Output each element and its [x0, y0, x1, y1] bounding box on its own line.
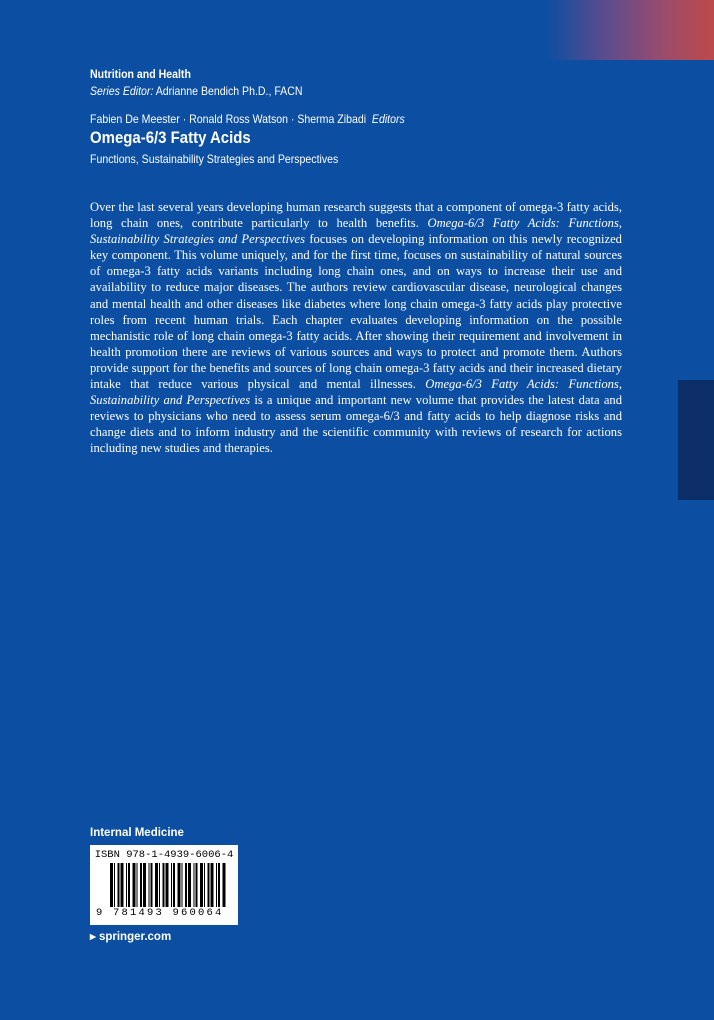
- isbn-text: ISBN 978-1-4939-6006-4: [94, 849, 234, 861]
- barcode-bar: [194, 863, 195, 907]
- description-title-ref: Omega-6/3 Fatty Acids: Functions, Sustainability Strategies and Perspectives: [90, 216, 622, 247]
- barcode-bar: [204, 863, 205, 907]
- book-title: Omega-6/3 Fatty Acids: [90, 128, 251, 147]
- barcode-bar: [110, 863, 113, 907]
- book-subtitle: Functions, Sustainability Strategies and Perspectives: [90, 152, 339, 166]
- website-link[interactable]: ▸ springer.com: [90, 931, 172, 943]
- barcode-bar: [166, 863, 169, 907]
- series-editor-label: Series Editor:: [90, 84, 154, 98]
- barcode-bar: [149, 863, 150, 907]
- barcode-icon: [110, 863, 228, 907]
- barcode-bar: [159, 863, 160, 907]
- barcode-bar: [185, 863, 187, 907]
- barcode-bar: [151, 863, 153, 907]
- barcode-bar: [118, 863, 120, 907]
- barcode-bar: [178, 863, 181, 907]
- barcode-bar: [114, 863, 115, 907]
- series-name: Nutrition and Health: [90, 67, 191, 81]
- barcode-bar: [188, 863, 191, 907]
- description-text: is a unique and important new volume that provides the latest data and reviews to physicians who need to assess serum omega-6/3 and fatty acids to help diagnose risks and change diets and to inform industry and the scientific community with reviews of research for actions including new studies and therapies.: [90, 393, 623, 456]
- barcode-bar: [128, 863, 130, 907]
- barcode-bar: [140, 863, 142, 907]
- barcode-bar: [133, 863, 136, 907]
- book-editors: [90, 112, 405, 126]
- barcode-bar: [182, 863, 183, 907]
- barcode-bar: [163, 863, 165, 907]
- barcode-bar: [137, 863, 138, 907]
- barcode-bar: [196, 863, 198, 907]
- series-info: [90, 66, 302, 100]
- category: Internal Medicine: [90, 827, 184, 839]
- barcode-bar: [218, 863, 220, 907]
- series-editor: Adrianne Bendich Ph.D., FACN: [155, 84, 303, 98]
- isbn-barcode: [90, 845, 238, 925]
- barcode-bar: [208, 863, 210, 907]
- barcode-bar: [211, 863, 214, 907]
- editors-names: Fabien De Meester · Ronald Ross Watson · Sherma Zibadi: [90, 112, 367, 126]
- description-text: focuses on developing information on this newly recognized key component. This volume uniquely, and for the first time, focuses on sustainability of natural sources of omega-3 fatty acids variants including long chain ones, and on ways to increase their use and availability to reduce major diseases. The authors review cardiovascular disease, neurological changes and mental health and other diseases like diabetes where long chain omega-3 fatty acids play protective roles from recent human trials. Each chapter evaluates developing information on the possible mechanistic role of long chain omega-3 fatty acids. After showing their requirement and involvement in health promotion there are reviews of various sources and ways to protect and promote them. Authors provide support for the benefits and sources of long chain omega-3 fatty acids and their increased dietary intake that reduce various physical and mental illnesses.: [90, 232, 622, 392]
- description-text: Over the last several years developing human research suggests that a component of omega-3 fatty acids, long chain ones, contribute particularly to health benefits.: [90, 200, 622, 231]
- barcode-digits: 9 781493 960064: [96, 907, 224, 919]
- description-title-ref: Omega-6/3 Fatty Acids: Functions, Sustainability and Perspectives: [90, 377, 622, 408]
- gradient-banner: [545, 0, 714, 60]
- barcode-bar: [143, 863, 146, 907]
- barcode-bar: [200, 863, 203, 907]
- barcode-bar: [171, 863, 172, 907]
- editors-label: Editors: [371, 112, 405, 126]
- barcode-bar: [223, 863, 226, 907]
- barcode-bar: [121, 863, 124, 907]
- barcode-bar: [155, 863, 158, 907]
- barcode-bar: [216, 863, 217, 907]
- barcode-bar: [173, 863, 175, 907]
- barcode-bar: [126, 863, 127, 907]
- side-tab: [678, 380, 714, 500]
- description: [90, 199, 622, 457]
